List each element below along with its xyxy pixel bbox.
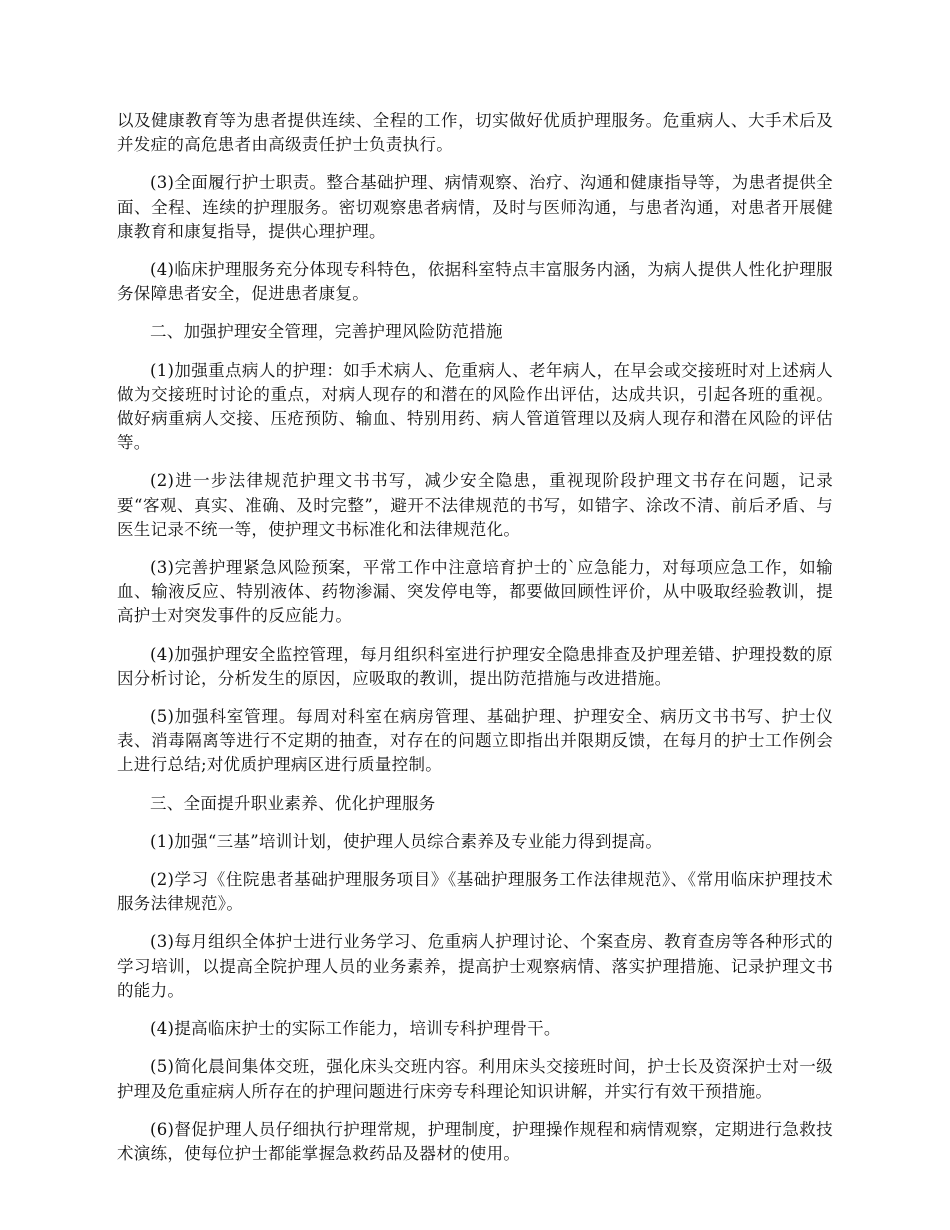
paragraph-item-3: (3)全面履行护士职责。整合基础护理、病情观察、治疗、沟通和健康指导等，为患者提供全面、全程、连续的护理服务。密切观察患者病情，及时与医师沟通，与患者沟通，对患者开展健康教育和康复指导，提供心理护理。: [117, 173, 833, 241]
paragraph-item-5: (5)加强科室管理。每周对科室在病房管理、基础护理、护理安全、病历文书书写、护士仪表、消毒隔离等进行不定期的抽查，对存在的问题立即指出并限期反馈，在每月的护士工作例会上进行总结;对优质护理病区进行质量控制。: [117, 707, 833, 775]
paragraph-item-3: (3)完善护理紧急风险预案，平常工作中注意培育护士的`应急能力，对每项应急工作，如输血、输液反应、特别液体、药物渗漏、突发停电等，都要做回顾性评价，从中吸取经验教训，提高护士对突发事件的反应能力。: [117, 558, 833, 626]
document-body: [117, 109, 833, 1180]
paragraph-item-5: (5)简化晨间集体交班，强化床头交班内容。利用床头交接班时间，护士长及资深护士对一级护理及危重症病人所存在的护理问题进行床旁专科理论知识讲解，并实行有效干预措施。: [117, 1057, 833, 1101]
paragraph-item-1: (1)加强重点病人的护理：如手术病人、危重病人、老年病人，在早会或交接班时对上述病人做为交接班时讨论的重点，对病人现存的和潜在的风险作出评估，达成共识，引起各班的重视。做好病重病人交接、压疮预防、输血、特别用药、病人管道管理以及病人现存和潜在风险的评估等。: [117, 360, 833, 453]
paragraph-item-4: (4)临床护理服务充分体现专科特色，依据科室特点丰富服务内涵，为病人提供人性化护理服务保障患者安全，促进患者康复。: [117, 260, 833, 304]
paragraph-item-4: (4)加强护理安全监控管理，每月组织科室进行护理安全隐患排查及护理差错、护理投数的原因分析讨论，分析发生的原因，应吸取的教训，提出防范措施与改进措施。: [117, 644, 833, 688]
section-heading-2: 二、加强护理安全管理，完善护理风险防范措施: [150, 322, 503, 342]
paragraph-item-2: (2)进一步法律规范护理文书书写，减少安全隐患，重视现阶段护理文书存在问题，记录要“客观、真实、准确、及时完整”，避开不法律规范的书写，如错字、涂改不清、前后矛盾、与医生记录不统一等，使护理文书标准化和法律规范化。: [117, 471, 833, 539]
paragraph-item-2: (2)学习《住院患者基础护理服务项目》《基础护理服务工作法律规范》、《常用临床护理技术服务法律规范》。: [117, 870, 833, 914]
paragraph-item-1: (1)加强“三基”培训计划，使护理人员综合素养及专业能力得到提高。: [150, 831, 663, 851]
paragraph-continuation: 以及健康教育等为患者提供连续、全程的工作，切实做好优质护理服务。危重病人、大手术后及并发症的高危患者由高级责任护士负责执行。: [117, 111, 833, 155]
paragraph-item-4: (4)提高临床护士的实际工作能力，培训专科护理骨干。: [150, 1019, 561, 1039]
paragraph-item-3: (3)每月组织全体护士进行业务学习、危重病人护理讨论、个案查房、教育查房等各种形式的学习培训，以提高全院护理人员的业务素养，提高护士观察病情、落实护理措施、记录护理文书的能力。: [117, 932, 833, 1000]
paragraph-item-6: (6)督促护理人员仔细执行护理常规，护理制度，护理操作规程和病情观察，定期进行急救技术演练，使每位护士都能掌握急救药品及器材的使用。: [117, 1119, 833, 1163]
section-heading-3: 三、全面提升职业素养、优化护理服务: [150, 793, 436, 813]
